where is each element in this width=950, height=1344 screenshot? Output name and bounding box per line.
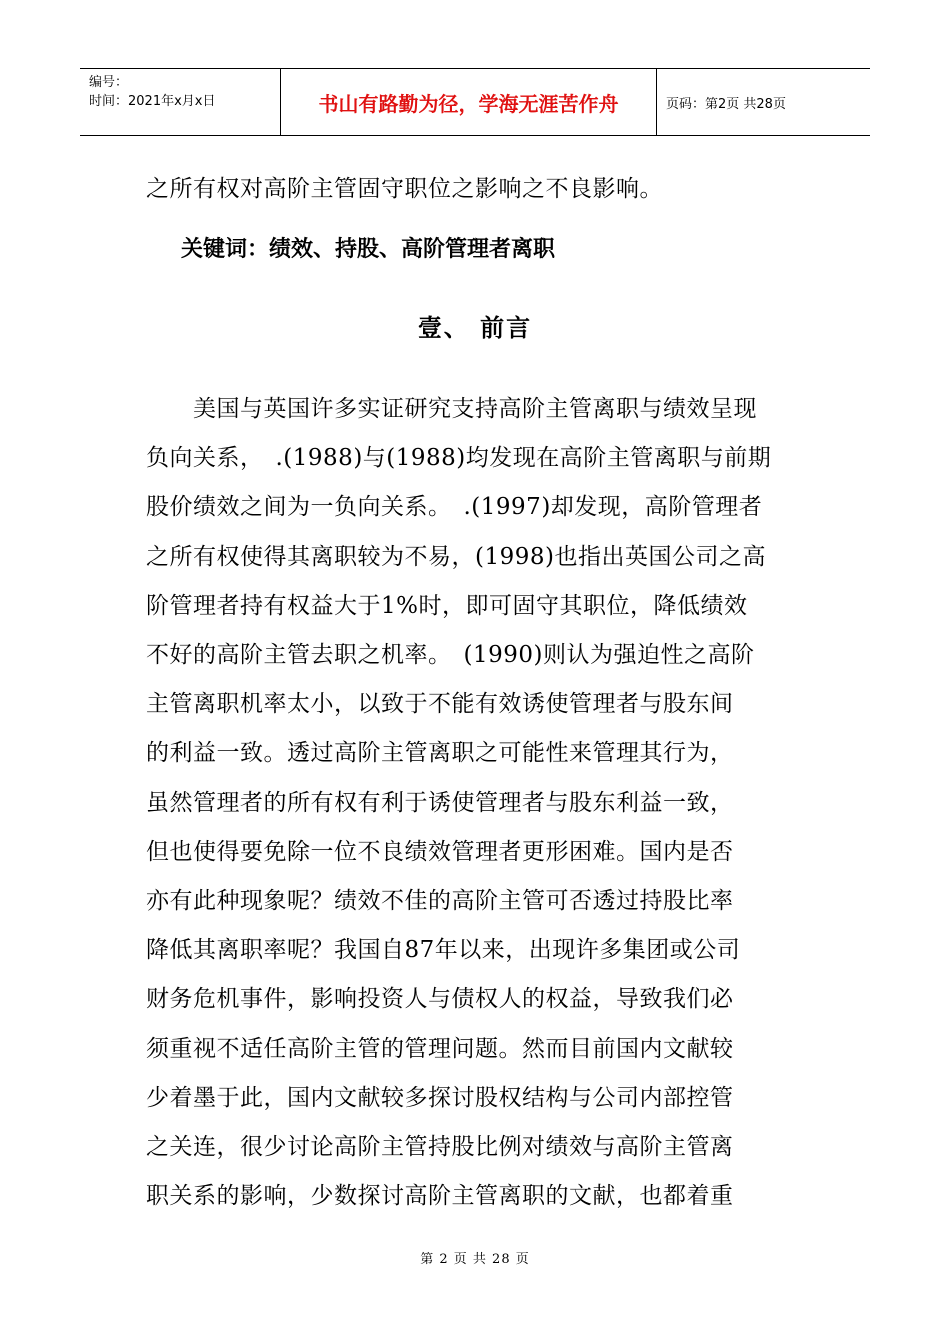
header-page-cell [657,69,870,135]
paragraph-line: 须重视不适任高阶主管的管理问题。然而目前国内文献较 [146,1035,734,1062]
header-meta-cell [80,69,281,135]
intro-line: 之所有权对高阶主管固守职位之影响之不良影响。 [146,176,663,202]
number-label: 编号： [89,75,129,90]
paragraph-line: 财务危机事件，影响投资人与债权人的权益，导致我们必 [146,986,734,1013]
paragraph-line: 主管离职机率太小，以致于不能有效诱使管理者与股东间 [146,691,734,718]
paragraph-line: 职关系的影响，少数探讨高阶主管离职的文献，也都着重 [146,1183,734,1210]
paragraph-line: 亦有此种现象呢？绩效不佳的高阶主管可否透过持股比率 [146,888,734,914]
keywords: 关键词：绩效、持股、高阶管理者离职 [181,237,556,262]
paragraph-line: 股价绩效之间为一负向关系。 .(1997)却发现，高阶管理者 [146,494,763,521]
time-label: 时间：2021年x月x日 [89,94,216,109]
paragraph-line: 负向关系， .(1988)与(1988)均发现在高阶主管离职与前期 [146,445,772,472]
paragraph-line: 不好的高阶主管去职之机率。 (1990)则认为强迫性之高阶 [146,642,755,668]
paragraph-line: 阶管理者持有权益大于1%时，即可固守其职位，降低绩效 [146,592,748,619]
paragraph-line: 的利益一致。透过高阶主管离职之可能性来管理其行为， [146,740,734,767]
page-header [80,68,870,136]
paragraph-line: 虽然管理者的所有权有利于诱使管理者与股东利益一致， [146,789,734,816]
paragraph-line: 降低其离职率呢？我国自87年以来，出现许多集团或公司 [146,937,741,964]
page-footer: 第 2 页 共 28 页 [420,1252,530,1267]
paragraph-line: 之所有权使得其离职较为不易，(1998)也指出英国公司之高 [146,543,766,570]
paragraph-line: 美国与英国许多实证研究支持高阶主管离职与绩效呈现 [146,396,757,422]
paragraph-line: 但也使得要免除一位不良绩效管理者更形困难。国内是否 [146,838,734,865]
page-info: 页码：第2页 共28页 [666,96,786,112]
paragraph-line: 之关连，很少讨论高阶主管持股比例对绩效与高阶主管离 [146,1134,734,1160]
motto-text: 书山有路勤为径，学海无涯苦作舟 [318,91,619,116]
header-motto-cell [281,69,657,135]
paragraph-line: 少着墨于此，国内文献较多探讨股权结构与公司内部控管 [146,1084,734,1111]
section-title: 壹、 前言 [417,314,533,342]
